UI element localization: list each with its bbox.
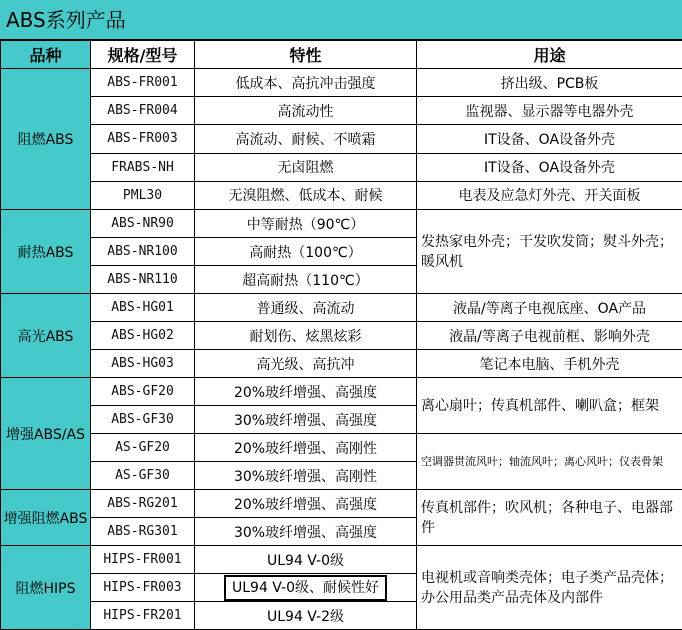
- table-row: [1, 97, 682, 125]
- usage-cell: 离心扇叶；传真机部件、喇叭盒；框架: [417, 378, 682, 434]
- title-bar: [0, 0, 682, 40]
- usage-cell: 液晶/等离子电视前框、影响外壳: [417, 322, 682, 350]
- usage-cell: 电视机或音响类壳体；电子类产品壳体；办公用品类产品壳体及内部件: [417, 546, 682, 630]
- model-cell: ABS-FR004: [91, 97, 195, 125]
- property-cell: 20%玻纤增强、高刚性: [195, 434, 417, 462]
- model-cell: ABS-HG02: [91, 322, 195, 350]
- header-usage: 用途: [417, 41, 682, 69]
- property-cell: 超高耐热（110℃）: [195, 266, 417, 294]
- property-cell: 耐划伤、炫黑炫彩: [195, 322, 417, 350]
- model-cell: ABS-HG03: [91, 350, 195, 378]
- table-row: [1, 546, 682, 574]
- property-cell: UL94 V-2级: [195, 602, 417, 630]
- table-row: [1, 125, 682, 153]
- property-cell-highlighted: [195, 574, 417, 602]
- property-cell: 低成本、高抗冲击强度: [195, 69, 417, 97]
- model-cell: HIPS-FR001: [91, 546, 195, 574]
- model-cell: AS-GF20: [91, 434, 195, 462]
- table-row: [1, 294, 682, 322]
- property-cell: 高流动、耐候、不喷霜: [195, 125, 417, 153]
- model-cell: ABS-RG301: [91, 518, 195, 546]
- model-cell: ABS-NR110: [91, 266, 195, 294]
- model-cell: ABS-NR90: [91, 210, 195, 238]
- model-cell: ABS-FR001: [91, 69, 195, 97]
- usage-cell: 挤出级、PCB板: [417, 69, 682, 97]
- model-cell: ABS-NR100: [91, 238, 195, 266]
- property-cell: 30%玻纤增强、高刚性: [195, 462, 417, 490]
- table-header-row: [1, 41, 682, 69]
- category-cell: 增强阻燃ABS: [1, 490, 91, 546]
- model-cell: ABS-HG01: [91, 294, 195, 322]
- model-cell: PML30: [91, 181, 195, 209]
- table-row: [1, 181, 682, 209]
- property-cell: 无溴阻燃、低成本、耐候: [195, 181, 417, 209]
- table-row: [1, 210, 682, 238]
- page-title: ABS系列产品: [6, 8, 126, 32]
- usage-cell: 空调器贯流风叶；轴流风叶；离心风叶；仪表骨架: [417, 434, 682, 490]
- category-cell: 高光ABS: [1, 294, 91, 378]
- table-row: [1, 378, 682, 406]
- property-cell: 20%玻纤增强、高强度: [195, 490, 417, 518]
- table-row: [1, 322, 682, 350]
- header-property: 特性: [195, 41, 417, 69]
- property-cell: UL94 V-0级: [195, 546, 417, 574]
- table-row: [1, 490, 682, 518]
- usage-cell: 电表及应急灯外壳、开关面板: [417, 181, 682, 209]
- usage-cell: 监视器、显示器等电器外壳: [417, 97, 682, 125]
- category-cell: 阻燃ABS: [1, 69, 91, 210]
- model-cell: ABS-GF20: [91, 378, 195, 406]
- property-cell: 中等耐热（90℃）: [195, 210, 417, 238]
- category-cell: 阻燃HIPS: [1, 546, 91, 630]
- category-cell: 增强ABS/AS: [1, 378, 91, 490]
- model-cell: FRABS-NH: [91, 153, 195, 181]
- model-cell: HIPS-FR003: [91, 574, 195, 602]
- property-cell: 高耐热（100℃）: [195, 238, 417, 266]
- property-cell: 30%玻纤增强、高强度: [195, 406, 417, 434]
- table-row: [1, 153, 682, 181]
- product-table: [0, 40, 682, 630]
- model-cell: ABS-GF30: [91, 406, 195, 434]
- property-cell: 无卤阻燃: [195, 153, 417, 181]
- category-cell: 耐热ABS: [1, 210, 91, 294]
- property-cell: 高流动性: [195, 97, 417, 125]
- property-text: UL94 V-0级、耐候性好: [224, 575, 387, 601]
- model-cell: ABS-RG201: [91, 490, 195, 518]
- table-row: [1, 69, 682, 97]
- model-cell: ABS-FR003: [91, 125, 195, 153]
- header-model: 规格/型号: [91, 41, 195, 69]
- usage-cell: 传真机部件；吹风机；各种电子、电器部件: [417, 490, 682, 546]
- model-cell: AS-GF30: [91, 462, 195, 490]
- usage-cell: 发热家电外壳；干发吹发筒；熨斗外壳；暖风机: [417, 210, 682, 294]
- usage-cell: IT设备、OA设备外壳: [417, 125, 682, 153]
- property-cell: 普通级、高流动: [195, 294, 417, 322]
- table-row: [1, 350, 682, 378]
- usage-cell: IT设备、OA设备外壳: [417, 153, 682, 181]
- usage-cell: 笔记本电脑、手机外壳: [417, 350, 682, 378]
- table-row: [1, 434, 682, 462]
- usage-cell: 液晶/等离子电视底座、OA产品: [417, 294, 682, 322]
- property-cell: 20%玻纤增强、高强度: [195, 378, 417, 406]
- property-cell: 30%玻纤增强、高强度: [195, 518, 417, 546]
- property-cell: 高光级、高抗冲: [195, 350, 417, 378]
- model-cell: HIPS-FR201: [91, 602, 195, 630]
- header-category: 品种: [1, 41, 91, 69]
